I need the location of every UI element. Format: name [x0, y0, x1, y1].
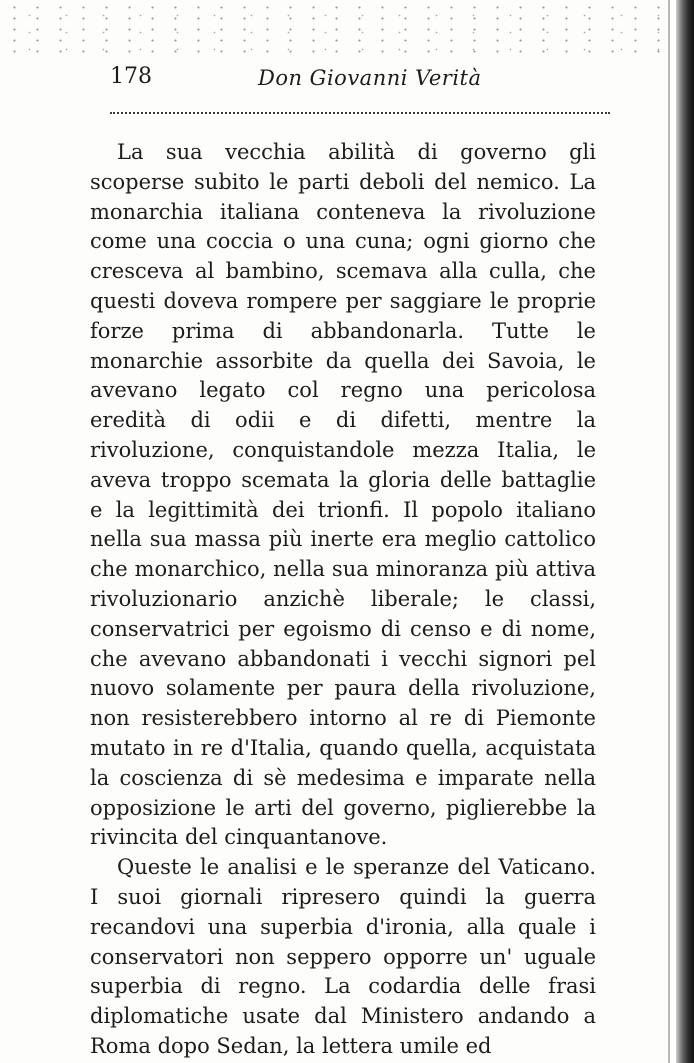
- running-title: Don Giovanni Verità: [258, 66, 482, 90]
- binding-shadow-line: [668, 0, 670, 1063]
- body-text: [90, 138, 596, 1062]
- paragraph: La sua vecchia abilità di governo gli scoperse subito le parti deboli del nemico. La monarchia italiana conteneva la rivoluzione come una coccia o una cuna; ogni giorno che cresceva al bambino, scemava alla culla, che questi doveva rompere per saggiare le proprie forze prima di abbandonarla. Tutte le monarchie assorbite da quella dei Savoia, le avevano legato col regno una pericolosa eredità di odii e di difetti, mentre la rivoluzione, conquistandole mezza Italia, le aveva troppo scemata la gloria delle battaglie e la legittimità dei trionfi. Il popolo italiano nella sua massa più inerte era meglio cattolico che monarchico, nella sua minoranza più attiva rivoluzionario anzichè liberale; le classi, conservatrici per egoismo di censo e di nome, che avevano abbandonati i vecchi signori pel nuovo solamente per paura della rivoluzione, non resisterebbero intorno al re di Piemonte mutato in re d'Italia, quando quella, acquistata la coscienza di sè medesima e imparate nella opposizione le arti del governo, piglierebbe la rivincita del cinquantanove.: [90, 140, 596, 850]
- print-speckle-noise: [0, 0, 694, 60]
- header-dotted-rule: [110, 112, 610, 114]
- book-binding-edge: [676, 0, 694, 1063]
- page-number: 178: [110, 64, 152, 89]
- paragraph: Queste le analisi e le speranze del Vaticano. I suoi giornali ripresero quindi la guerra recandovi una superbia d'ironia, alla quale i conservatori non seppero opporre un' uguale superbia di regno. La codardia delle frasi diplomatiche usate dal Ministero andando a Roma dopo Sedan, la lettera umile ed: [90, 855, 596, 1058]
- page-header: [110, 62, 610, 96]
